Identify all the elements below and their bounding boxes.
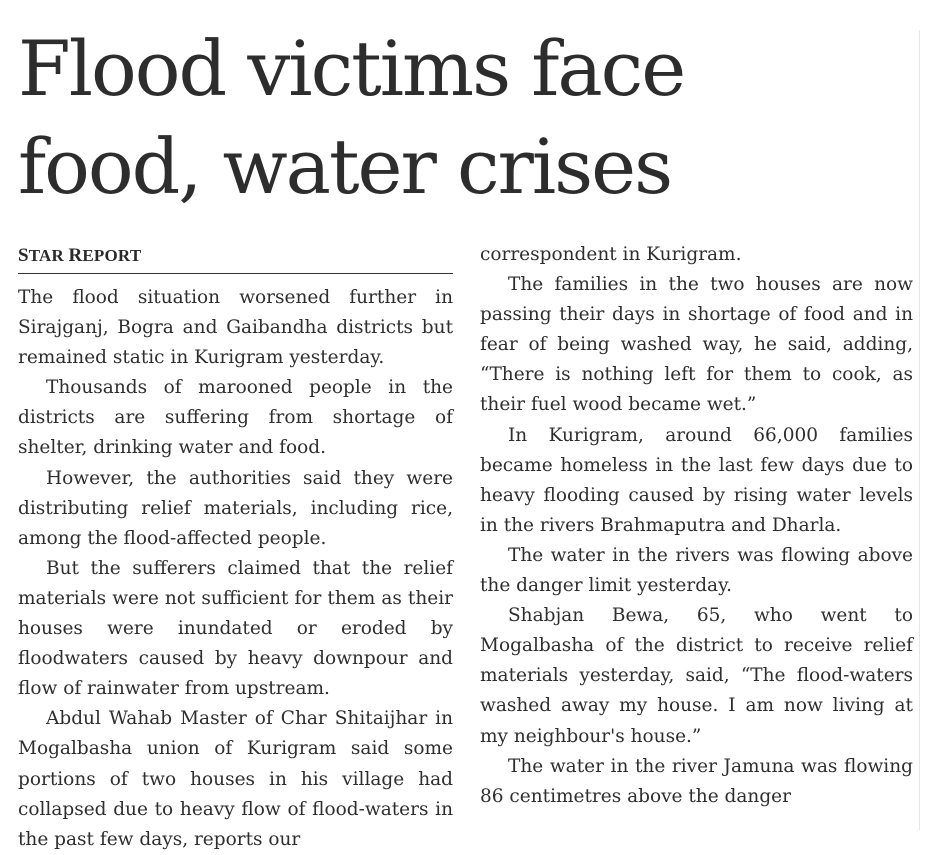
paragraph: Abdul Wahab Master of Char Shitaijhar in Mogalbasha union of Kurigram said some portions of two houses in his village had collapsed due to heavy flow of flood-waters in the past few days, reports our [18,708,453,850]
byline-rest-eport: EPORT [82,246,142,265]
paragraph: The flood situation worsened further in Sirajganj, Bogra and Gaibandha districts but remained static in Kurigram yesterday. [18,287,453,369]
article-column-left [18,283,453,855]
headline [18,20,918,216]
column-edge-rule [919,30,920,830]
paragraph: Thousands of marooned people in the districts are suffering from shortage of shelter, drinking water and food. [18,377,453,459]
paragraph: But the sufferers claimed that the relief materials were not sufficient for them as their houses were inundated or eroded by floodwaters caused by heavy downpour and flow of rainwater from upstream. [18,557,453,700]
paragraph: The families in the two houses are now passing their days in shortage of food and in fear of being washed way, he said, adding, “There is nothing left for them to cook, as their fuel wood became wet.” [480,274,913,416]
headline-line-1: Flood victims face [18,24,685,113]
byline [18,245,453,274]
paragraph: The water in the rivers was flowing above the danger limit yesterday. [480,544,913,597]
paragraph: In Kurigram, around 66,000 families became homeless in the last few days due to heavy flooding caused by rising water levels in the rivers Brahmaputra and Dharla. [480,424,913,536]
paragraph: Shabjan Bewa, 65, who went to Mogalbasha of the district to receive relief materials yesterday, said, “The flood-waters washed away my house. I am now living at my neighbour's house.” [480,605,913,747]
paragraph: correspondent in Kurigram. [480,244,742,265]
paragraph: The water in the river Jamuna was flowing 86 centimetres above the danger [480,755,913,807]
paragraph: However, the authorities said they were distributing relief materials, including rice, among the flood-affected people. [18,467,453,549]
article-column-right [480,240,913,812]
byline-initial-r: R [68,245,83,266]
byline-rest-tar: TAR [28,246,69,265]
byline-initial-s: S [18,245,29,266]
headline-line-2: food, water crises [18,122,672,211]
